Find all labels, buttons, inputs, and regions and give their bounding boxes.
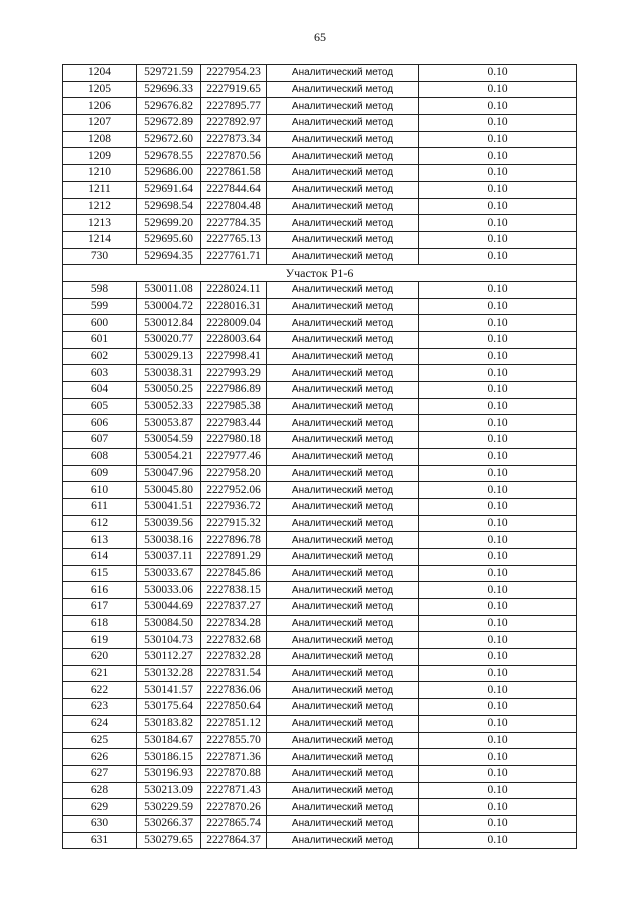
y-coordinate-cell: 2227837.27 [201, 599, 267, 616]
x-coordinate-cell: 529694.35 [137, 248, 201, 265]
method-cell: Аналитический метод [267, 165, 419, 182]
x-coordinate-cell: 530266.37 [137, 815, 201, 832]
x-coordinate-cell: 529691.64 [137, 181, 201, 198]
y-coordinate-cell: 2227952.06 [201, 482, 267, 499]
accuracy-cell: 0.10 [419, 248, 577, 265]
accuracy-cell: 0.10 [419, 548, 577, 565]
table-row [63, 815, 577, 832]
y-coordinate-cell: 2227891.29 [201, 548, 267, 565]
accuracy-cell: 0.10 [419, 699, 577, 716]
table-row [63, 749, 577, 766]
table-row [63, 115, 577, 132]
method-cell: Аналитический метод [267, 548, 419, 565]
table-row [63, 131, 577, 148]
table-body-bottom [63, 281, 577, 848]
x-coordinate-cell: 530279.65 [137, 832, 201, 849]
accuracy-cell: 0.10 [419, 599, 577, 616]
x-coordinate-cell: 530213.09 [137, 782, 201, 799]
table-row [63, 799, 577, 816]
table-row [63, 649, 577, 666]
x-coordinate-cell: 530053.87 [137, 415, 201, 432]
table-row [63, 415, 577, 432]
x-coordinate-cell: 530041.51 [137, 498, 201, 515]
method-cell: Аналитический метод [267, 231, 419, 248]
table-row [63, 432, 577, 449]
table-row [63, 482, 577, 499]
point-number-cell: 599 [63, 298, 137, 315]
table-row [63, 699, 577, 716]
accuracy-cell: 0.10 [419, 765, 577, 782]
point-number-cell: 615 [63, 565, 137, 582]
x-coordinate-cell: 530132.28 [137, 665, 201, 682]
method-cell: Аналитический метод [267, 765, 419, 782]
accuracy-cell: 0.10 [419, 749, 577, 766]
x-coordinate-cell: 529686.00 [137, 165, 201, 182]
table-row [63, 65, 577, 82]
table-row [63, 548, 577, 565]
x-coordinate-cell: 529698.54 [137, 198, 201, 215]
y-coordinate-cell: 2228003.64 [201, 332, 267, 349]
accuracy-cell: 0.10 [419, 632, 577, 649]
x-coordinate-cell: 530011.08 [137, 281, 201, 298]
y-coordinate-cell: 2227998.41 [201, 348, 267, 365]
x-coordinate-cell: 530183.82 [137, 715, 201, 732]
y-coordinate-cell: 2227855.70 [201, 732, 267, 749]
method-cell: Аналитический метод [267, 398, 419, 415]
point-number-cell: 619 [63, 632, 137, 649]
y-coordinate-cell: 2227985.38 [201, 398, 267, 415]
point-number-cell: 607 [63, 432, 137, 449]
accuracy-cell: 0.10 [419, 448, 577, 465]
accuracy-cell: 0.10 [419, 832, 577, 849]
table-row [63, 148, 577, 165]
y-coordinate-cell: 2227993.29 [201, 365, 267, 382]
y-coordinate-cell: 2227844.64 [201, 181, 267, 198]
x-coordinate-cell: 530020.77 [137, 332, 201, 349]
y-coordinate-cell: 2227870.88 [201, 765, 267, 782]
table-row [63, 98, 577, 115]
y-coordinate-cell: 2227765.13 [201, 231, 267, 248]
accuracy-cell: 0.10 [419, 231, 577, 248]
method-cell: Аналитический метод [267, 198, 419, 215]
y-coordinate-cell: 2227832.28 [201, 649, 267, 666]
method-cell: Аналитический метод [267, 315, 419, 332]
x-coordinate-cell: 530084.50 [137, 615, 201, 632]
y-coordinate-cell: 2227832.68 [201, 632, 267, 649]
method-cell: Аналитический метод [267, 482, 419, 499]
y-coordinate-cell: 2227845.86 [201, 565, 267, 582]
x-coordinate-cell: 529676.82 [137, 98, 201, 115]
x-coordinate-cell: 529672.89 [137, 115, 201, 132]
x-coordinate-cell: 530184.67 [137, 732, 201, 749]
method-cell: Аналитический метод [267, 382, 419, 399]
point-number-cell: 603 [63, 365, 137, 382]
method-cell: Аналитический метод [267, 732, 419, 749]
point-number-cell: 620 [63, 649, 137, 666]
x-coordinate-cell: 529699.20 [137, 215, 201, 232]
method-cell: Аналитический метод [267, 65, 419, 82]
y-coordinate-cell: 2228024.11 [201, 281, 267, 298]
method-cell: Аналитический метод [267, 98, 419, 115]
x-coordinate-cell: 530038.16 [137, 532, 201, 549]
accuracy-cell: 0.10 [419, 582, 577, 599]
y-coordinate-cell: 2227870.26 [201, 799, 267, 816]
x-coordinate-cell: 530196.93 [137, 765, 201, 782]
method-cell: Аналитический метод [267, 782, 419, 799]
x-coordinate-cell: 530039.56 [137, 515, 201, 532]
point-number-cell: 624 [63, 715, 137, 732]
accuracy-cell: 0.10 [419, 348, 577, 365]
point-number-cell: 598 [63, 281, 137, 298]
accuracy-cell: 0.10 [419, 165, 577, 182]
point-number-cell: 1204 [63, 65, 137, 82]
table-row [63, 615, 577, 632]
accuracy-cell: 0.10 [419, 649, 577, 666]
x-coordinate-cell: 530141.57 [137, 682, 201, 699]
x-coordinate-cell: 530012.84 [137, 315, 201, 332]
x-coordinate-cell: 529678.55 [137, 148, 201, 165]
point-number-cell: 621 [63, 665, 137, 682]
y-coordinate-cell: 2227804.48 [201, 198, 267, 215]
point-number-cell: 613 [63, 532, 137, 549]
point-number-cell: 612 [63, 515, 137, 532]
point-number-cell: 1206 [63, 98, 137, 115]
point-number-cell: 630 [63, 815, 137, 832]
method-cell: Аналитический метод [267, 649, 419, 666]
y-coordinate-cell: 2227958.20 [201, 465, 267, 482]
table-body-top [63, 65, 577, 265]
method-cell: Аналитический метод [267, 332, 419, 349]
accuracy-cell: 0.10 [419, 332, 577, 349]
point-number-cell: 604 [63, 382, 137, 399]
point-number-cell: 611 [63, 498, 137, 515]
y-coordinate-cell: 2228016.31 [201, 298, 267, 315]
method-cell: Аналитический метод [267, 699, 419, 716]
table-row [63, 715, 577, 732]
point-number-cell: 1212 [63, 198, 137, 215]
x-coordinate-cell: 529721.59 [137, 65, 201, 82]
table-row [63, 732, 577, 749]
point-number-cell: 623 [63, 699, 137, 716]
accuracy-cell: 0.10 [419, 365, 577, 382]
method-cell: Аналитический метод [267, 749, 419, 766]
x-coordinate-cell: 530004.72 [137, 298, 201, 315]
method-cell: Аналитический метод [267, 115, 419, 132]
table-row [63, 532, 577, 549]
x-coordinate-cell: 529672.60 [137, 131, 201, 148]
accuracy-cell: 0.10 [419, 298, 577, 315]
method-cell: Аналитический метод [267, 599, 419, 616]
point-number-cell: 1209 [63, 148, 137, 165]
table-row [63, 765, 577, 782]
point-number-cell: 617 [63, 599, 137, 616]
x-coordinate-cell: 530054.21 [137, 448, 201, 465]
x-coordinate-cell: 530033.06 [137, 582, 201, 599]
y-coordinate-cell: 2227851.12 [201, 715, 267, 732]
accuracy-cell: 0.10 [419, 131, 577, 148]
method-cell: Аналитический метод [267, 799, 419, 816]
y-coordinate-cell: 2227915.32 [201, 515, 267, 532]
point-number-cell: 608 [63, 448, 137, 465]
y-coordinate-cell: 2227919.65 [201, 81, 267, 98]
accuracy-cell: 0.10 [419, 515, 577, 532]
x-coordinate-cell: 530054.59 [137, 432, 201, 449]
point-number-cell: 1208 [63, 131, 137, 148]
table-row [63, 248, 577, 265]
y-coordinate-cell: 2227850.64 [201, 699, 267, 716]
accuracy-cell: 0.10 [419, 565, 577, 582]
section-header [63, 265, 577, 282]
x-coordinate-cell: 529696.33 [137, 81, 201, 98]
point-number-cell: 1210 [63, 165, 137, 182]
method-cell: Аналитический метод [267, 682, 419, 699]
accuracy-cell: 0.10 [419, 732, 577, 749]
point-number-cell: 601 [63, 332, 137, 349]
y-coordinate-cell: 2227936.72 [201, 498, 267, 515]
y-coordinate-cell: 2227873.34 [201, 131, 267, 148]
method-cell: Аналитический метод [267, 415, 419, 432]
x-coordinate-cell: 530229.59 [137, 799, 201, 816]
method-cell: Аналитический метод [267, 465, 419, 482]
table-row [63, 448, 577, 465]
x-coordinate-cell: 530186.15 [137, 749, 201, 766]
x-coordinate-cell: 530050.25 [137, 382, 201, 399]
x-coordinate-cell: 530052.33 [137, 398, 201, 415]
table-row [63, 398, 577, 415]
method-cell: Аналитический метод [267, 148, 419, 165]
y-coordinate-cell: 2227980.18 [201, 432, 267, 449]
accuracy-cell: 0.10 [419, 532, 577, 549]
x-coordinate-cell: 529695.60 [137, 231, 201, 248]
table-row [63, 582, 577, 599]
x-coordinate-cell: 530104.73 [137, 632, 201, 649]
accuracy-cell: 0.10 [419, 665, 577, 682]
accuracy-cell: 0.10 [419, 398, 577, 415]
point-number-cell: 622 [63, 682, 137, 699]
table-row [63, 81, 577, 98]
method-cell: Аналитический метод [267, 81, 419, 98]
y-coordinate-cell: 2227892.97 [201, 115, 267, 132]
accuracy-cell: 0.10 [419, 482, 577, 499]
point-number-cell: 610 [63, 482, 137, 499]
table-row [63, 632, 577, 649]
method-cell: Аналитический метод [267, 432, 419, 449]
point-number-cell: 602 [63, 348, 137, 365]
y-coordinate-cell: 2227871.43 [201, 782, 267, 799]
x-coordinate-cell: 530175.64 [137, 699, 201, 716]
y-coordinate-cell: 2227977.46 [201, 448, 267, 465]
method-cell: Аналитический метод [267, 348, 419, 365]
table-row [63, 599, 577, 616]
section-title: Участок Р1-6 [63, 265, 577, 282]
point-number-cell: 605 [63, 398, 137, 415]
table-row [63, 782, 577, 799]
x-coordinate-cell: 530033.67 [137, 565, 201, 582]
method-cell: Аналитический метод [267, 448, 419, 465]
y-coordinate-cell: 2227834.28 [201, 615, 267, 632]
method-cell: Аналитический метод [267, 298, 419, 315]
section-row [63, 265, 577, 282]
point-number-cell: 629 [63, 799, 137, 816]
accuracy-cell: 0.10 [419, 782, 577, 799]
table-row [63, 348, 577, 365]
accuracy-cell: 0.10 [419, 615, 577, 632]
table-row [63, 382, 577, 399]
point-number-cell: 600 [63, 315, 137, 332]
table-row [63, 281, 577, 298]
y-coordinate-cell: 2227864.37 [201, 832, 267, 849]
page-number: 65 [314, 30, 326, 44]
accuracy-cell: 0.10 [419, 415, 577, 432]
y-coordinate-cell: 2227761.71 [201, 248, 267, 265]
method-cell: Аналитический метод [267, 281, 419, 298]
method-cell: Аналитический метод [267, 715, 419, 732]
point-number-cell: 631 [63, 832, 137, 849]
x-coordinate-cell: 530037.11 [137, 548, 201, 565]
point-number-cell: 606 [63, 415, 137, 432]
accuracy-cell: 0.10 [419, 98, 577, 115]
x-coordinate-cell: 530047.96 [137, 465, 201, 482]
accuracy-cell: 0.10 [419, 198, 577, 215]
point-number-cell: 627 [63, 765, 137, 782]
accuracy-cell: 0.10 [419, 181, 577, 198]
table-row [63, 165, 577, 182]
method-cell: Аналитический метод [267, 565, 419, 582]
y-coordinate-cell: 2227895.77 [201, 98, 267, 115]
accuracy-cell: 0.10 [419, 815, 577, 832]
x-coordinate-cell: 530029.13 [137, 348, 201, 365]
y-coordinate-cell: 2227865.74 [201, 815, 267, 832]
point-number-cell: 626 [63, 749, 137, 766]
accuracy-cell: 0.10 [419, 715, 577, 732]
method-cell: Аналитический метод [267, 582, 419, 599]
point-number-cell: 614 [63, 548, 137, 565]
table-row [63, 315, 577, 332]
accuracy-cell: 0.10 [419, 382, 577, 399]
y-coordinate-cell: 2227871.36 [201, 749, 267, 766]
y-coordinate-cell: 2227954.23 [201, 65, 267, 82]
accuracy-cell: 0.10 [419, 215, 577, 232]
table-row [63, 215, 577, 232]
y-coordinate-cell: 2227831.54 [201, 665, 267, 682]
y-coordinate-cell: 2227896.78 [201, 532, 267, 549]
accuracy-cell: 0.10 [419, 81, 577, 98]
accuracy-cell: 0.10 [419, 148, 577, 165]
method-cell: Аналитический метод [267, 665, 419, 682]
y-coordinate-cell: 2227838.15 [201, 582, 267, 599]
method-cell: Аналитический метод [267, 832, 419, 849]
point-number-cell: 1214 [63, 231, 137, 248]
accuracy-cell: 0.10 [419, 315, 577, 332]
x-coordinate-cell: 530044.69 [137, 599, 201, 616]
point-number-cell: 609 [63, 465, 137, 482]
point-number-cell: 1211 [63, 181, 137, 198]
point-number-cell: 625 [63, 732, 137, 749]
y-coordinate-cell: 2228009.04 [201, 315, 267, 332]
method-cell: Аналитический метод [267, 532, 419, 549]
table-row [63, 198, 577, 215]
method-cell: Аналитический метод [267, 131, 419, 148]
point-number-cell: 730 [63, 248, 137, 265]
table-row [63, 498, 577, 515]
coordinates-table [62, 64, 577, 849]
table-row [63, 565, 577, 582]
point-number-cell: 1207 [63, 115, 137, 132]
point-number-cell: 1213 [63, 215, 137, 232]
y-coordinate-cell: 2227983.44 [201, 415, 267, 432]
accuracy-cell: 0.10 [419, 281, 577, 298]
point-number-cell: 628 [63, 782, 137, 799]
table-row [63, 832, 577, 849]
table-row [63, 465, 577, 482]
table-row [63, 181, 577, 198]
accuracy-cell: 0.10 [419, 115, 577, 132]
accuracy-cell: 0.10 [419, 432, 577, 449]
accuracy-cell: 0.10 [419, 65, 577, 82]
y-coordinate-cell: 2227784.35 [201, 215, 267, 232]
y-coordinate-cell: 2227870.56 [201, 148, 267, 165]
method-cell: Аналитический метод [267, 515, 419, 532]
table-row [63, 365, 577, 382]
accuracy-cell: 0.10 [419, 498, 577, 515]
y-coordinate-cell: 2227986.89 [201, 382, 267, 399]
method-cell: Аналитический метод [267, 632, 419, 649]
x-coordinate-cell: 530112.27 [137, 649, 201, 666]
method-cell: Аналитический метод [267, 365, 419, 382]
accuracy-cell: 0.10 [419, 799, 577, 816]
point-number-cell: 616 [63, 582, 137, 599]
point-number-cell: 618 [63, 615, 137, 632]
method-cell: Аналитический метод [267, 215, 419, 232]
method-cell: Аналитический метод [267, 615, 419, 632]
point-number-cell: 1205 [63, 81, 137, 98]
table-row [63, 682, 577, 699]
table-row [63, 231, 577, 248]
y-coordinate-cell: 2227836.06 [201, 682, 267, 699]
method-cell: Аналитический метод [267, 815, 419, 832]
method-cell: Аналитический метод [267, 181, 419, 198]
method-cell: Аналитический метод [267, 498, 419, 515]
accuracy-cell: 0.10 [419, 465, 577, 482]
table-row [63, 515, 577, 532]
method-cell: Аналитический метод [267, 248, 419, 265]
table-row [63, 332, 577, 349]
x-coordinate-cell: 530038.31 [137, 365, 201, 382]
accuracy-cell: 0.10 [419, 682, 577, 699]
y-coordinate-cell: 2227861.58 [201, 165, 267, 182]
table-row [63, 665, 577, 682]
x-coordinate-cell: 530045.80 [137, 482, 201, 499]
table-row [63, 298, 577, 315]
